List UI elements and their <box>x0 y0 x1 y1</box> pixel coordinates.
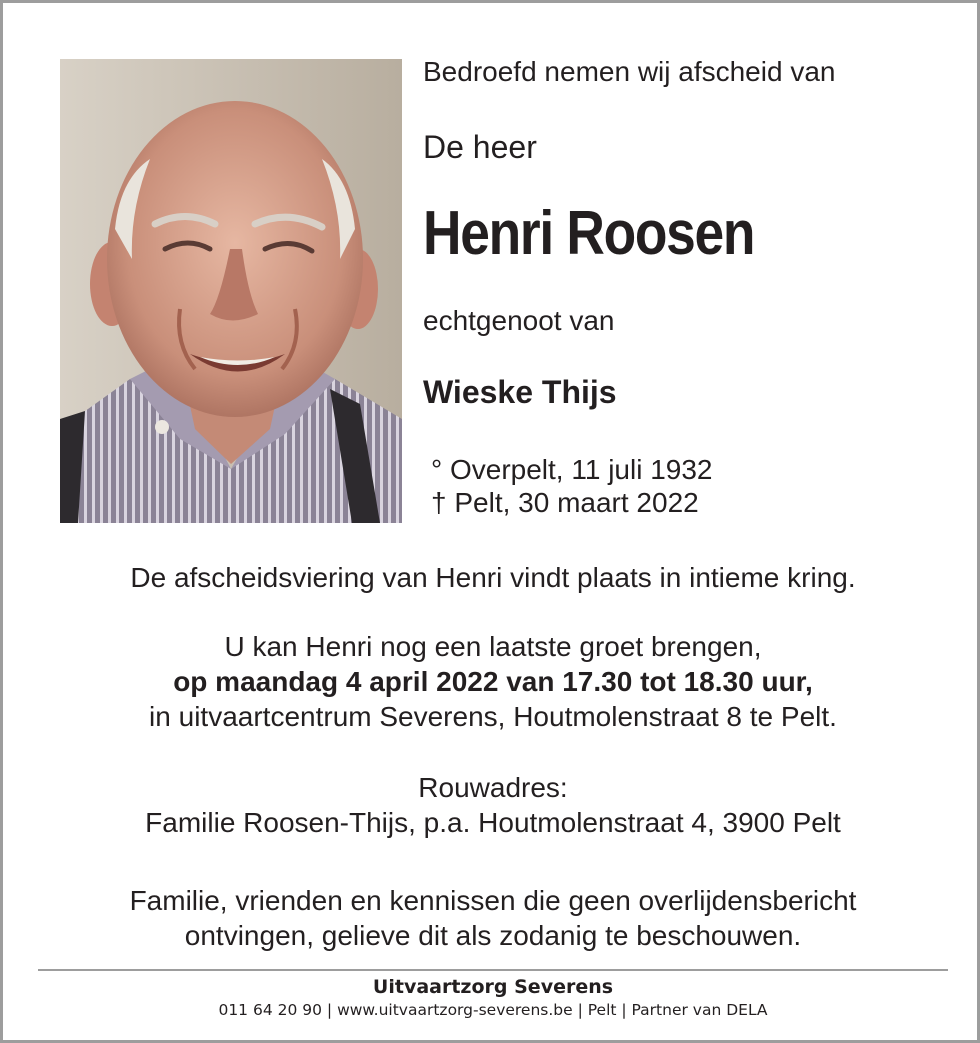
closing-section <box>3 883 980 953</box>
footer-divider <box>38 969 948 971</box>
visitation-date-time: op maandag 4 april 2022 van 17.30 tot 18.30 uur, <box>173 666 813 697</box>
relation-text: echtgenoot van <box>423 305 615 336</box>
address-label: Rouwadres: <box>418 772 568 803</box>
portrait-photo <box>60 59 402 523</box>
ceremony-section <box>3 560 980 595</box>
intro-text: Bedroefd nemen wij afscheid van <box>423 56 836 87</box>
address-value: Familie Roosen-Thijs, p.a. Houtmolenstraat 4, 3900 Pelt <box>145 807 841 838</box>
funeral-home-contact: 011 64 20 90 | www.uitvaartzorg-severens.be | Pelt | Partner van DELA <box>218 1001 768 1019</box>
spouse-name: Wieske Thijs <box>423 374 617 410</box>
ceremony-text: De afscheidsviering van Henri vindt plaats in intieme kring. <box>130 562 856 593</box>
honorific: De heer <box>423 129 537 165</box>
death-info: † Pelt, 30 maart 2022 <box>431 487 699 518</box>
funeral-home-name: Uitvaartzorg Severens <box>372 976 614 998</box>
closing-line-2: ontvingen, gelieve dit als zodanig te beschouwen. <box>184 920 802 951</box>
visitation-section <box>3 629 980 734</box>
deceased-name: Henri Roosen <box>423 199 755 268</box>
visitation-line-1: U kan Henri nog een laatste groet brengen, <box>224 631 762 662</box>
address-section <box>3 770 980 840</box>
birth-info: ° Overpelt, 11 juli 1932 <box>431 454 713 485</box>
visitation-location: in uitvaartcentrum Severens, Houtmolenstraat 8 te Pelt. <box>149 701 837 732</box>
closing-line-1: Familie, vrienden en kennissen die geen overlijdensbericht <box>129 885 857 916</box>
